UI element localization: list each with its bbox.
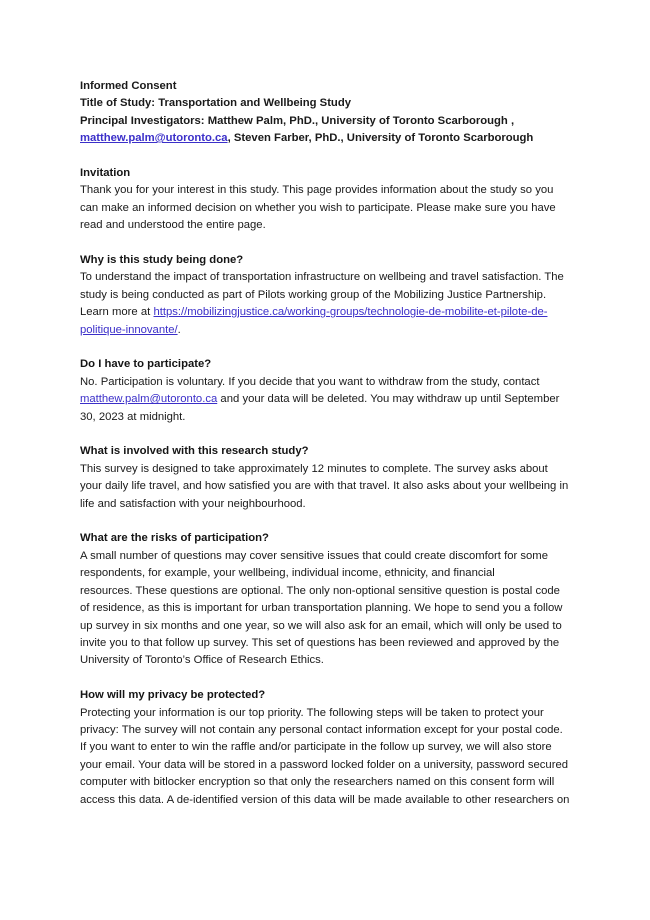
pi-label: Principal Investigators:	[80, 114, 205, 127]
section-why-study-body	[80, 269, 572, 339]
study-title-label: Title of Study:	[80, 97, 156, 110]
pi-value: Matthew Palm, PhD., University of Toronto Scarborough ,	[204, 114, 515, 127]
section-risks-heading: What are the risks of participation?	[80, 532, 269, 545]
spacer	[80, 148, 572, 165]
section-participate-text-part1: No. Participation is voluntary. If you decide that you want to withdraw from the study, contact	[80, 375, 540, 388]
section-privacy-body: Protecting your information is our top priority. The following steps will be taken to protect your privacy: The survey will not contain any personal contact information except for your postal code. If you want to enter to win the raffle and/or participate in the follow up survey, we will also store your email. Your data will be stored in a password locked folder on a university, password secured computer with bitlocker encryption so that only the researchers named on this consent form will access this data. A de-identified version of this data will be made available to other researchers on	[80, 706, 570, 806]
section-why-study-text-part2: .	[177, 323, 181, 336]
spacer	[80, 339, 572, 356]
section-involvement-heading: What is involved with this research study?	[80, 445, 309, 458]
section-privacy	[80, 687, 572, 809]
section-participate-heading: Do I have to participate?	[80, 358, 212, 371]
spacer	[80, 513, 572, 530]
spacer	[80, 670, 572, 687]
document-body	[80, 78, 572, 809]
section-why-study	[80, 252, 572, 339]
principal-investigators-line	[80, 113, 572, 130]
section-risks-body-first: A small number of questions may cover sensitive issues that could create discomfort for some respondents, for example, your wellbeing, individual income, ethnicity, and financial	[80, 549, 548, 580]
spacer	[80, 235, 572, 252]
mobilizing-justice-link[interactable]: https://mobilizingjustice.ca/working-groups/technologie-de-mobilite-et-pilote-de-politique-innovante/	[80, 306, 548, 336]
pi-second-investigator: , Steven Farber, PhD., University of Toronto Scarborough	[227, 132, 534, 145]
section-why-study-heading: Why is this study being done?	[80, 254, 244, 267]
section-invitation-body: Thank you for your interest in this study. This page provides information about the study so you can make an informed decision on whether you wish to participate. Please make sure you have read and understood the entire page.	[80, 184, 556, 232]
section-involvement-body: This survey is designed to take approximately 12 minutes to complete. The survey asks about your daily life travel, and how satisfied you are with that travel. It also asks about your wellbeing in life and satisfaction with your neighbourhood.	[80, 462, 569, 510]
section-participate-body	[80, 374, 572, 426]
section-invitation	[80, 165, 572, 235]
pi-email-link[interactable]: matthew.palm@utoronto.ca	[80, 132, 228, 145]
study-title-value: Transportation and Wellbeing Study	[155, 97, 351, 110]
section-privacy-heading: How will my privacy be protected?	[80, 689, 266, 702]
document-title: Informed Consent	[80, 80, 177, 92]
section-risks	[80, 530, 572, 669]
section-invitation-heading: Invitation	[80, 167, 131, 180]
section-why-study-text-part1: To understand the impact of transportation infrastructure on wellbeing and travel satisfaction. The study is being conducted as part of Pilots working group of the Mobilizing Justice Partnership. Learn more at	[80, 271, 564, 319]
section-risks-body-second: resources. These questions are optional. The only non-optional sensitive question is postal code of residence, as this is important for urban transportation planning. We hope to send you a follow up survey in six months and one year, so we will also ask for an email, which will only be used to invite you to that follow up survey. This set of questions has been reviewed and approved by the University of Toronto’s Office of Research Ethics.	[80, 584, 563, 667]
withdraw-email-link[interactable]: matthew.palm@utoronto.ca	[80, 393, 218, 406]
section-participate	[80, 356, 572, 426]
section-involvement	[80, 443, 572, 513]
study-title-line	[80, 95, 572, 112]
spacer	[80, 426, 572, 443]
document-header	[80, 78, 572, 148]
section-participate-text-part2: and your data will be deleted. You may withdraw up until September 30, 2023 at midnight.	[80, 393, 560, 423]
pi-contact-line	[80, 130, 572, 147]
